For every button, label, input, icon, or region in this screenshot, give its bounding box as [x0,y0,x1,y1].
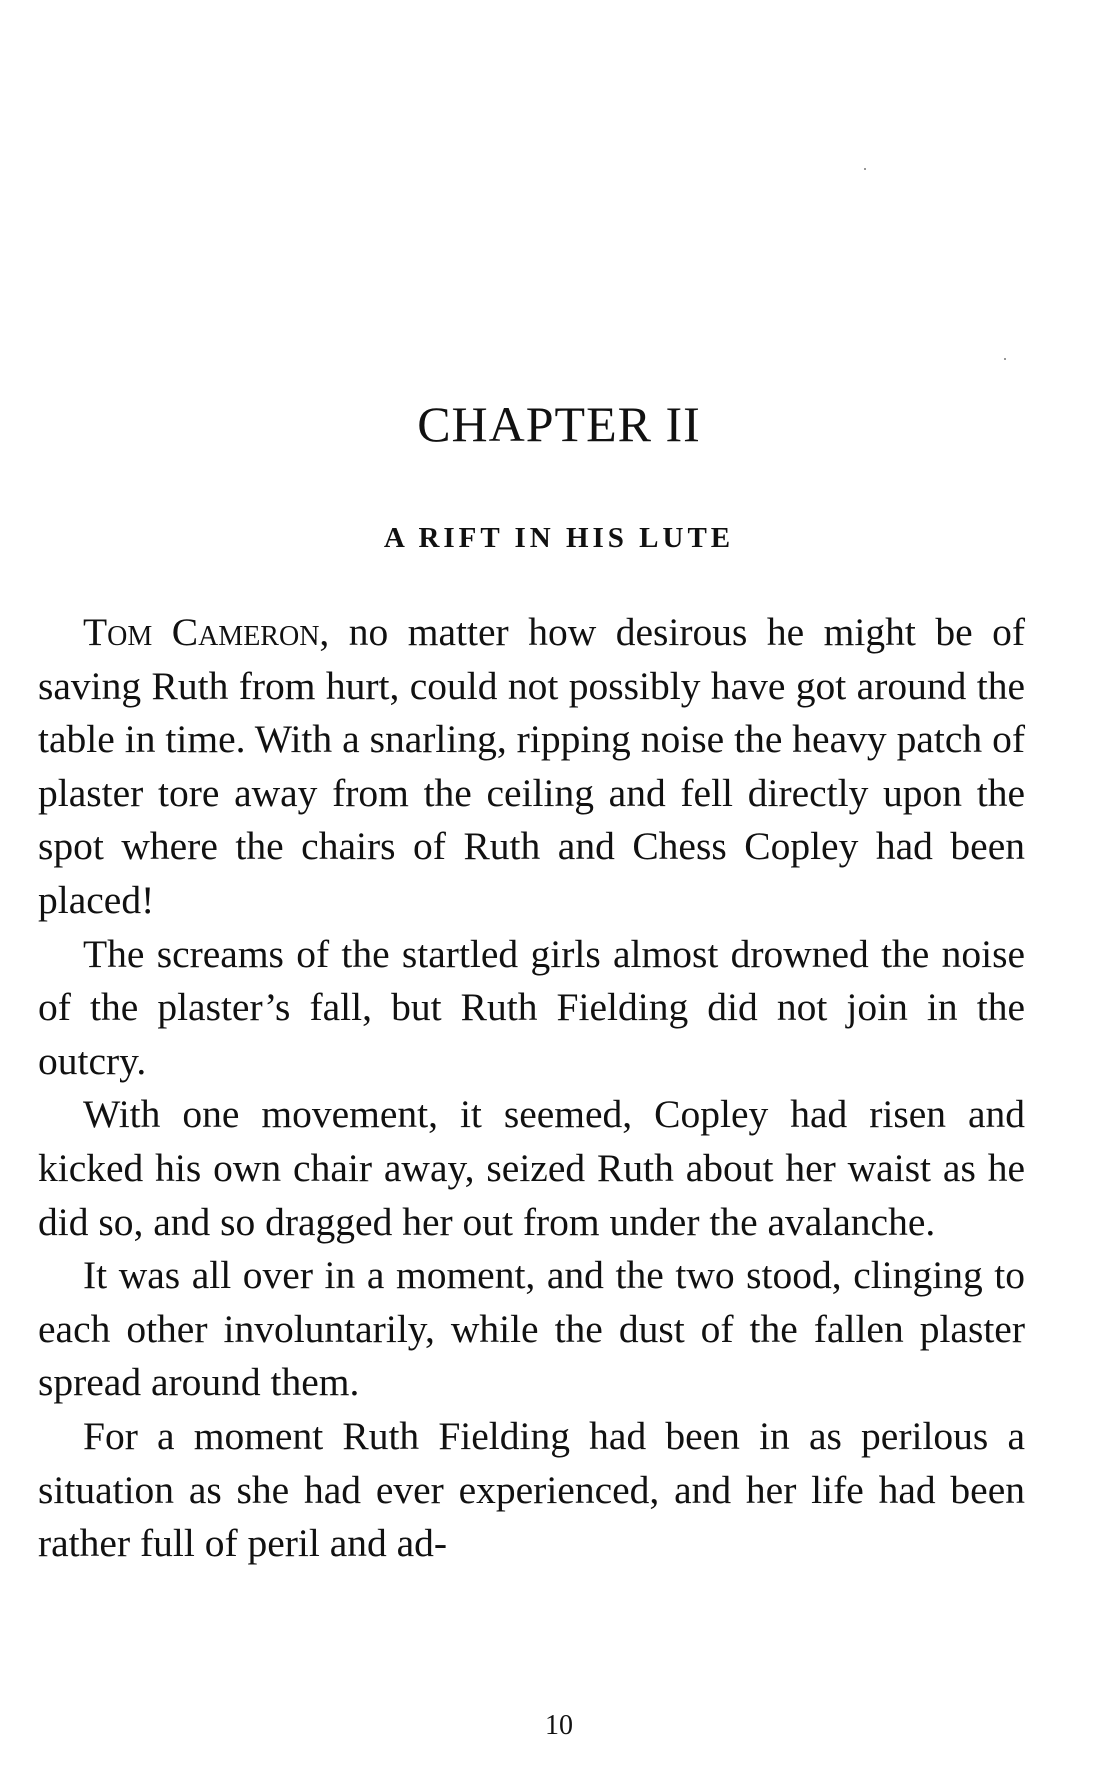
paragraph [38,1410,1025,1571]
paragraph-text: With one movement, it seemed, Copley had risen and kicked his own chair away, seized Ruth about her waist as he did so, and so dragged her out from under the avalanche. [38,1092,1025,1244]
paper-speck [1004,358,1006,360]
paragraph-text: The screams of the startled girls almost drowned the noise of the plaster’s fall, but Ruth Fielding did not join in the outcry. [38,931,1025,1083]
paragraph [38,1088,1025,1249]
chapter-subtitle: A RIFT IN HIS LUTE [383,522,735,554]
paragraph [38,606,1025,928]
paragraph-lead-small-caps: Tom Cameron, [83,610,330,654]
page-number: 10 [545,1710,573,1741]
chapter-title: CHAPTER II [417,396,701,452]
chapter-body [38,606,1025,1571]
paragraph [38,1249,1025,1410]
paragraph-text: no matter how desirous he might be of saving Ruth from hurt, could not possibly have got around the table in time. With a snarling, ripping noise the heavy patch of plaster tore away from the ceiling and fell directly upon the spot where the chairs of Ruth and Chess Copley had been placed! [38,610,1025,922]
paper-speck [864,168,866,170]
paragraph-text: It was all over in a moment, and the two stood, clinging to each other involuntarily, while the dust of the fallen plaster spread around them. [38,1253,1025,1405]
paragraph-text: For a moment Ruth Fielding had been in as perilous a situation as she had ever experienced, and her life had been rather full of peril and ad- [38,1413,1025,1566]
paragraph [38,928,1025,1089]
